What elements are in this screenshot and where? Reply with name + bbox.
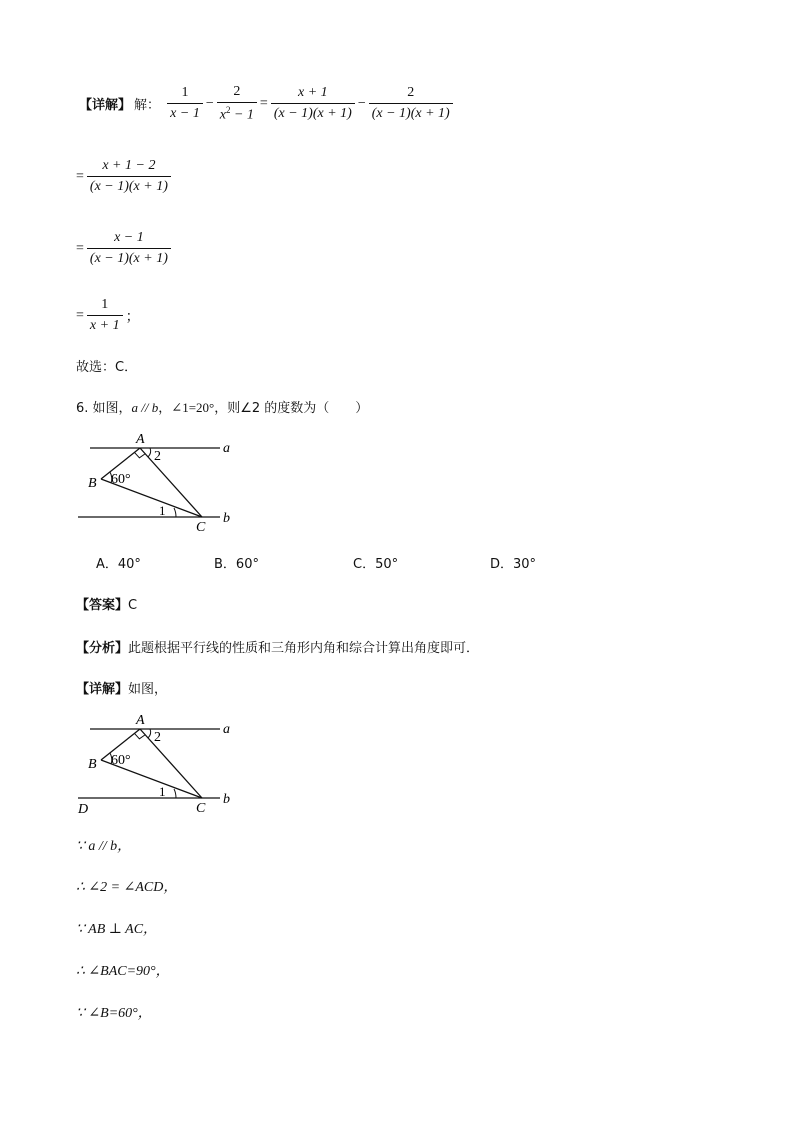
label-point-c: C xyxy=(196,801,206,816)
equation-line-1: 【详解】 解： $\frac{1}{x - 1}$ − $\frac{2}{x^2 - 1}$ = $\frac{x + 1}{(x - 1)(x + 1)}$ − $\frac{2}{(x - 1)(x + 1)}$ xyxy=(76,84,453,124)
right-angle-mark xyxy=(135,733,146,738)
segment-ac xyxy=(140,729,202,798)
label-angle-2: 2 xyxy=(154,449,161,464)
label-point-c: C xyxy=(196,520,206,535)
choose-answer-line: 故选：C． xyxy=(76,360,138,375)
label-point-b: B xyxy=(88,476,97,491)
proof-line-3: ∵ AB ⊥ AC， xyxy=(76,922,158,937)
angle-1-arc xyxy=(174,789,176,798)
label-angle-1: 1 xyxy=(159,503,166,518)
label-point-d: D xyxy=(78,802,89,817)
option-d: D．30° xyxy=(490,557,537,572)
fraction-2-over-x2-minus-1: $\frac{2}{x^2 - 1}$ xyxy=(217,84,257,124)
label-60-degrees: 60° xyxy=(111,753,131,768)
detail-2-label: 【详解】 xyxy=(76,682,129,697)
label-angle-2: 2 xyxy=(154,730,161,745)
proof-line-4: ∴ ∠BAC=90°， xyxy=(76,964,170,979)
analysis-line xyxy=(76,637,479,656)
answer-label: 【答案】 xyxy=(76,598,129,613)
option-c: C．50° xyxy=(353,557,399,572)
proof-line-5: ∵ ∠B=60°， xyxy=(76,1006,152,1021)
option-a: A．40° xyxy=(96,557,141,572)
equation-step-4: = $\frac{1}{x + 1}$ ； xyxy=(76,297,140,333)
fraction-x-plus-1-over-product: $\frac{x + 1}{(x - 1)(x + 1)}$ xyxy=(271,85,355,122)
equation-step-2: = $\frac{x + 1 - 2}{(x - 1)(x + 1)}$ xyxy=(76,158,171,195)
equation-step-3: = $\frac{x - 1}{(x - 1)(x + 1)}$ xyxy=(76,230,171,267)
angle-2-arc xyxy=(148,729,151,738)
label-60-degrees: 60° xyxy=(111,472,131,487)
label-point-a: A xyxy=(136,432,145,447)
angle-2-arc xyxy=(148,448,151,457)
label-angle-1: 1 xyxy=(159,784,166,799)
label-point-a: A xyxy=(136,713,145,728)
proof-line-2: ∴ ∠2 = ∠ACD， xyxy=(76,880,178,895)
fraction-1-over-x-minus-1: $\frac{1}{x - 1}$ xyxy=(167,85,203,122)
option-b: B．60° xyxy=(214,557,259,572)
detail-2-line xyxy=(76,678,167,697)
figure-parallel-lines-1 xyxy=(70,428,250,538)
detail-label: 【详解】 xyxy=(79,98,132,114)
answer-value: C xyxy=(128,598,138,613)
right-angle-mark xyxy=(135,452,146,457)
analysis-label: 【分析】 xyxy=(76,641,129,656)
label-point-b: B xyxy=(88,757,97,772)
label-line-a: a xyxy=(223,722,230,737)
label-line-b: b xyxy=(223,792,230,807)
analysis-text: 此题根据平行线的性质和三角形内角和综合计算出角度即可． xyxy=(128,641,480,656)
jie-label: 解： xyxy=(134,98,161,114)
label-line-a: a xyxy=(223,441,230,456)
question-6: 6. 如图，a // b，∠1=20°，则∠2 的度数为（ ） xyxy=(76,400,369,416)
proof-line-1: ∵ a // b， xyxy=(76,839,132,854)
fraction-2-over-product: $\frac{2}{(x - 1)(x + 1)}$ xyxy=(369,85,453,122)
figure-parallel-lines-2 xyxy=(70,709,250,819)
segment-ac xyxy=(140,448,202,517)
answer-line xyxy=(76,594,137,613)
detail-2-text: 如图， xyxy=(128,682,168,697)
label-line-b: b xyxy=(223,511,230,526)
angle-1-arc xyxy=(174,508,176,517)
